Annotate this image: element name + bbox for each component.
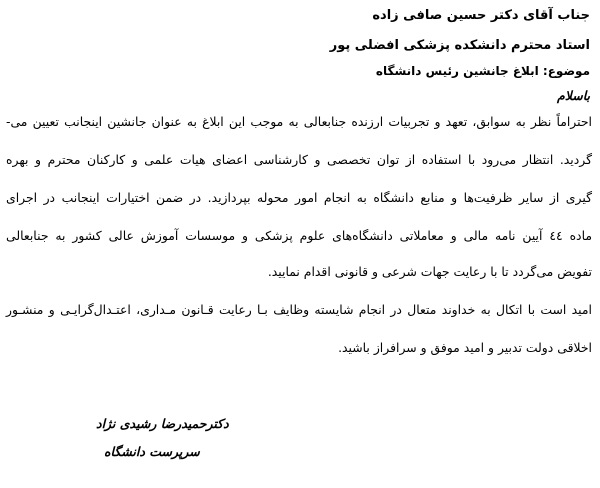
letter-subject: موضوع: ابلاغ جانشین رئیس دانشگاه — [375, 64, 590, 78]
body-line: احتراماً نظر به سوابق، تعهد و تجربیات ارزنده جنابعالی به موجب این ابلاغ به عنوان جانشین اینجانب تعیین می- — [6, 114, 592, 129]
body-line: اخلاقی دولت تدبیر و امید موفق و سرافراز باشید. — [338, 340, 592, 355]
body-line: ماده ٤٤ آیین نامه مالی و معاملاتی دانشگاه‌های علوم پزشکی و موسسات آموزش عالی کشور به جنابعالی — [6, 228, 592, 243]
body-line: گردید. انتظار می‌رود با استفاده از توان تخصصی و کارشناسی اعضای هیات علمی و کارکنان محترم و بهره — [6, 152, 592, 167]
body-line: گیری از سایر ظرفیت‌ها و منابع دانشگاه به انجام امور محوله بپردازید. در ضمن اختیارات اینجانب در اجرای — [6, 190, 592, 205]
signature-name: دکترحمیدرضا رشیدی نژاد — [96, 416, 229, 431]
letter-greeting: باسلام — [557, 88, 590, 103]
body-line: تفویض می‌گردد تا با رعایت جهات شرعی و قانونی اقدام نمایید. — [267, 264, 592, 279]
signature-title: سرپرست دانشگاه — [104, 444, 200, 459]
recipient-name: جناب آقای دکتر حسین صافی زاده — [372, 8, 590, 23]
recipient-title: استاد محترم دانشکده پزشکی افضلی پور — [329, 38, 590, 53]
body-line: امید است با اتکال به خداوند متعال در انجام شایسته وظایف بـا رعایت قـانون مـداری، اعتـدال‌گرایـی و منشـور — [6, 302, 592, 317]
